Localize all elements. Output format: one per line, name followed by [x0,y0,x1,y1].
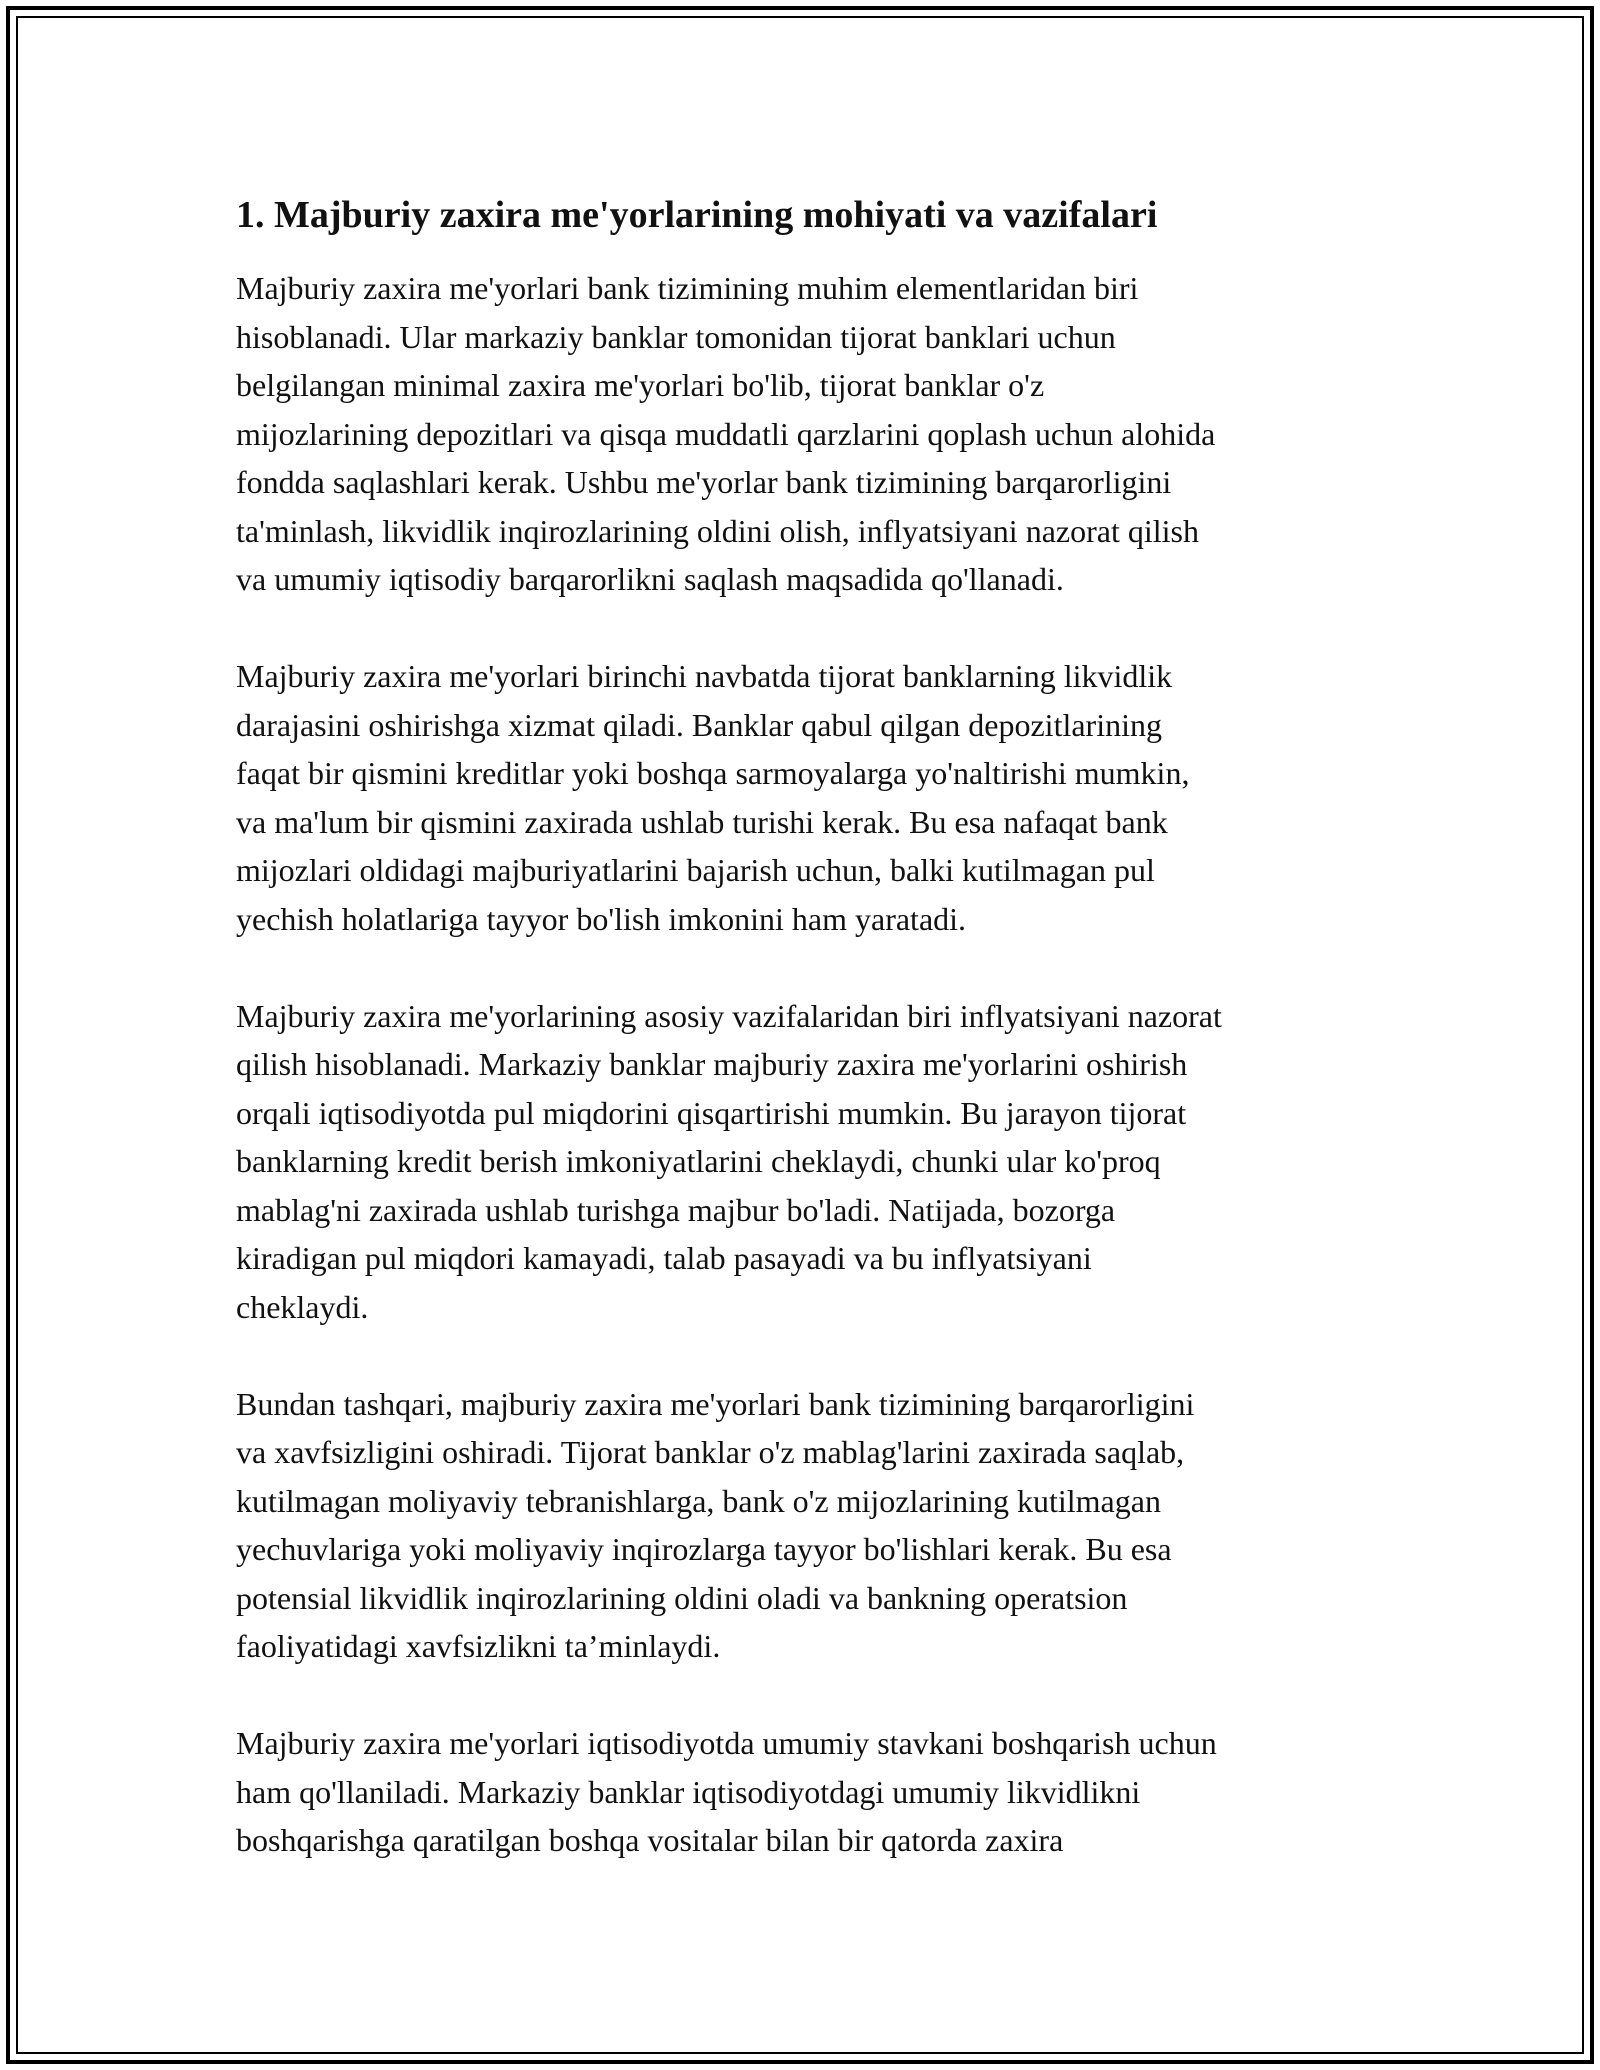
paragraph-line: Majburiy zaxira me'yorlarining asosiy vazifalaridan biri inflyatsiyani nazorat [236,997,1222,1034]
paragraph-line: darajasini oshirishga xizmat qiladi. Banklar qabul qilgan depozitlarining [236,706,1162,743]
paragraph-line: faqat bir qismini kreditlar yoki boshqa sarmoyalarga yo'naltirishi mumkin, [236,755,1190,791]
paragraph-line: Majburiy zaxira me'yorlari bank tizimining muhim elementlaridan biri [236,270,1139,306]
paragraph-line: Majburiy zaxira me'yorlari birinchi navbatda tijorat banklarning likvidlik [236,658,1173,694]
paragraph-line: Majburiy zaxira me'yorlari iqtisodiyotda umumiy stavkani boshqarish uchun [236,1725,1217,1761]
paragraph-line: Bundan tashqari, majburiy zaxira me'yorlari bank tizimining barqarorligini [236,1385,1195,1422]
paragraph-line: kiradigan pul miqdori kamayadi, talab pasayadi va bu inflyatsiyani [236,1240,1092,1276]
paragraph-line: hisoblanadi. Ular markaziy banklar tomonidan tijorat banklari uchun [236,318,1116,355]
paragraph-line: belgilangan minimal zaxira me'yorlari bo'lib, tijorat banklar o'z [236,367,1045,403]
paragraph-line: ta'minlash, likvidlik inqirozlarining oldini olish, inflyatsiyani nazorat qilish [236,512,1199,549]
paragraph-line: yechuvlariga yoki moliyaviy inqirozlarga tayyor bo'lishlari kerak. Bu esa [236,1531,1172,1567]
paragraph-list [236,264,1376,1865]
paragraph-line: qilish hisoblanadi. Markaziy banklar majburiy zaxira me'yorlarini oshirish [236,1046,1188,1082]
paragraph-line: va umumiy iqtisodiy barqarorlikni saqlash maqsadida qo'llanadi. [236,561,1064,597]
paragraph-line: cheklaydi. [236,1288,369,1325]
paragraph-line: va xavfsizligini oshiradi. Tijorat banklar o'z mablag'larini zaxirada saqlab, [236,1434,1185,1470]
paragraph [236,1380,1376,1671]
paragraph-line: potensial likvidlik inqirozlarining oldini oladi va bankning operatsion [236,1579,1128,1616]
paragraph-line: fondda saqlashlari kerak. Ushbu me'yorlar bank tizimining barqarorligini [236,464,1172,500]
paragraph-line: mijozlarining depozitlari va qisqa muddatli qarzlarini qoplash uchun alohida [236,415,1216,452]
paragraph-line: yechish holatlariga tayyor bo'lish imkonini ham yaratadi. [236,900,967,937]
paragraph-line: mijozlari oldidagi majburiyatlarini bajarish uchun, balki kutilmagan pul [236,852,1155,888]
paragraph-line: banklarning kredit berish imkoniyatlarini cheklaydi, chunki ular ko'proq [236,1143,1161,1179]
paragraph-line: boshqarishga qaratilgan boshqa vositalar bilan bir qatorda zaxira [236,1822,1064,1858]
paragraph [236,992,1376,1332]
document-body [236,188,1376,1913]
paragraph-line: va ma'lum bir qismini zaxirada ushlab turishi kerak. Bu esa nafaqat bank [236,803,1168,840]
paragraph-line: kutilmagan moliyaviy tebranishlarga, bank o'z mijozlarining kutilmagan [236,1482,1161,1519]
paragraph-line: ham qo'llaniladi. Markaziy banklar iqtisodiyotdagi umumiy likvidlikni [236,1773,1141,1810]
paragraph [236,652,1376,943]
paragraph-line: faoliyatidagi xavfsizlikni ta’minlaydi. [236,1628,721,1664]
section-heading: 1. Majburiy zaxira me'yorlarining mohiyati va vazifalari [236,194,1158,236]
paragraph [236,264,1376,604]
paragraph-line: orqali iqtisodiyotda pul miqdorini qisqartirishi mumkin. Bu jarayon tijorat [236,1094,1187,1131]
paragraph-line: mablag'ni zaxirada ushlab turishga majbur bo'ladi. Natijada, bozorga [236,1191,1116,1228]
paragraph [236,1719,1376,1865]
